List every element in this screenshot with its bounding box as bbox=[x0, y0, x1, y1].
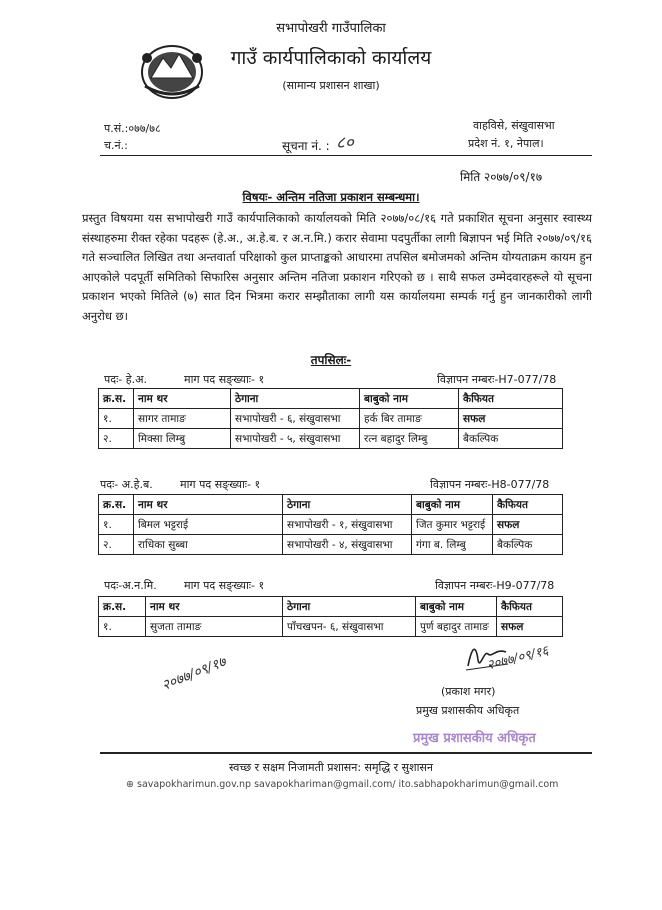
cell-address: पाँचखपन- ६, संखुवासभा bbox=[283, 617, 416, 637]
ad-number: विज्ञापन नम्बरः-H7-077/78 bbox=[437, 373, 557, 386]
globe-icon: ⊕ bbox=[126, 779, 134, 790]
col-name: नाम थर bbox=[146, 597, 283, 617]
office-place: वाहविसे, संखुवासभा bbox=[473, 119, 555, 132]
municipality-name: सभापोखरी गाउँपालिका bbox=[276, 21, 386, 36]
header-divider bbox=[100, 155, 592, 156]
table-row bbox=[99, 429, 563, 449]
notice-body: प्रस्तुत विषयमा यस सभापोखरी गाउँ कार्यपालिकाको कार्यालयको मिति २०७७/०८/१६ गते प्रकाशित सूचना अनुसार स्वास्थ्य संस्थाहरुमा रीक्त रहेका पदहरू (हे.अ., अ.हे.ब. र अ.न.मि.) करार सेवामा पदपुर्तीका लागी बिज्ञापन भई मिति २०७७/०९/१६ गते सञ्चालित लिखित तथा अन्तवार्ता परिक्षाको कुल प्राप्ताङ्कको आधारमा तपसिल बमोजमको अन्तिम योग्यताक्रम कायम हुन आएकोले पदपूर्ती समितिको सिफारिस अनुसार अन्तिम नतिजा प्रकाशन गरिएको छ । साथै सफल उम्मेदवारहरूले यो सूचना प्रकाशन भएको मितिले (७) सात दिन भित्रमा करार सम्झौताका लागी यस कार्यालयमा सम्पर्क गर्नु हुन जानकारीको लागी अनुरोध छ। bbox=[82, 211, 592, 323]
col-address: ठेगाना bbox=[231, 389, 360, 409]
cell-father: पुर्ण बहादुर तामाङ bbox=[416, 617, 497, 637]
issue-date: मिति २०७७/०९/१७ bbox=[460, 170, 543, 184]
col-address: ठेगाना bbox=[283, 495, 412, 515]
table-row bbox=[99, 617, 563, 637]
cell-remark: सफल bbox=[493, 515, 563, 535]
table-row bbox=[99, 535, 563, 555]
ps-number: प.सं.:०७७/७८ bbox=[104, 122, 161, 135]
cell-father: हर्क बिर तामाङ bbox=[360, 409, 459, 429]
footer-divider bbox=[100, 752, 592, 754]
col-name: नाम थर bbox=[134, 389, 231, 409]
cell-sn: २. bbox=[99, 535, 134, 555]
col-remark: कैफियत bbox=[497, 597, 563, 617]
cell-address: सभापोखरी - ४, संखुवासभा bbox=[283, 535, 412, 555]
notice-number: ८० bbox=[336, 133, 354, 153]
col-sn: क्र.स. bbox=[99, 597, 146, 617]
cell-address: सभापोखरी - ५, संखुवासभा bbox=[231, 429, 360, 449]
cell-remark: सफल bbox=[497, 617, 563, 637]
col-father: बाबुको नाम bbox=[412, 495, 493, 515]
demand-count: माग पद सङ्ख्याः- १ bbox=[180, 478, 261, 491]
cell-address: सभापोखरी - १, संखुवासभा bbox=[283, 515, 412, 535]
cell-father: जित कुमार भट्टराई bbox=[412, 515, 493, 535]
left-initial-signature: २०७७/०९/१७ bbox=[159, 653, 229, 695]
cell-sn: १. bbox=[99, 515, 134, 535]
signatory-name: (प्रकाश मगर) bbox=[441, 685, 496, 698]
table-header-row bbox=[99, 495, 563, 515]
result-table-ha bbox=[98, 388, 563, 449]
post-label: पदः-अ.न.मि. bbox=[104, 579, 157, 592]
cell-sn: १. bbox=[99, 409, 134, 429]
cell-remark: बैकल्पिक bbox=[459, 429, 563, 449]
tapsil-heading: तपसिलः- bbox=[310, 353, 352, 367]
col-father: बाबुको नाम bbox=[360, 389, 459, 409]
col-sn: क्र.स. bbox=[99, 495, 134, 515]
notice-label: सूचना नं. : bbox=[282, 139, 330, 153]
table-header-row bbox=[99, 597, 563, 617]
cell-sn: २. bbox=[99, 429, 134, 449]
demand-count: माग पद सङ्ख्याः- १ bbox=[184, 373, 265, 386]
cell-address: सभापोखरी - ६, संखुवासभा bbox=[231, 409, 360, 429]
cell-remark: बैकल्पिक bbox=[493, 535, 563, 555]
province: प्रदेश नं. १, नेपाल। bbox=[468, 137, 544, 150]
signatory-title: प्रमुख प्रशासकीय अधिकृत bbox=[416, 704, 520, 717]
col-sn: क्र.स. bbox=[99, 389, 134, 409]
cell-father: रत्न बहादुर लिम्बु bbox=[360, 429, 459, 449]
official-stamp: प्रमुख प्रशासकीय अधिकृत bbox=[413, 731, 536, 746]
cell-name: राधिका सुब्बा bbox=[134, 535, 283, 555]
demand-count: माग पद सङ्ख्याः- १ bbox=[184, 579, 265, 592]
col-address: ठेगाना bbox=[283, 597, 416, 617]
table-row bbox=[99, 515, 563, 535]
cell-remark: सफल bbox=[459, 409, 563, 429]
table-header-row bbox=[99, 389, 563, 409]
col-name: नाम थर bbox=[134, 495, 283, 515]
office-title: गाउँ कार्यपालिकाको कार्यालय bbox=[230, 47, 432, 69]
result-table-anm bbox=[98, 596, 563, 637]
cell-name: बिमल भट्टराई bbox=[134, 515, 283, 535]
cell-name: सुजता तामाङ bbox=[146, 617, 283, 637]
nepal-emblem-logo bbox=[137, 40, 207, 102]
result-table-aheb bbox=[98, 494, 563, 555]
col-remark: कैफियत bbox=[459, 389, 563, 409]
post-label: पदः- अ.हे.ब. bbox=[100, 478, 153, 491]
col-father: बाबुको नाम bbox=[416, 597, 497, 617]
cell-father: गंगा ब. लिम्बु bbox=[412, 535, 493, 555]
footer-motto: स्वच्छ र सक्षम निजामती प्रशासन: समृद्धि र सुशासन bbox=[229, 761, 433, 774]
sign-date: २०७७/०९/१६ bbox=[485, 643, 551, 674]
cell-name: मिक्सा लिम्बु bbox=[134, 429, 231, 449]
col-remark: कैफियत bbox=[493, 495, 563, 515]
footer-contact bbox=[126, 779, 558, 790]
table-row bbox=[99, 409, 563, 429]
ad-number: विज्ञापन नम्बरः-H9-077/78 bbox=[435, 579, 555, 592]
cell-name: सागर तामाङ bbox=[134, 409, 231, 429]
chalani-label: च.नं.: bbox=[104, 139, 128, 152]
section-name: (सामान्य प्रशासन शाखा) bbox=[282, 79, 380, 92]
ad-number: विज्ञापन नम्बरः-H8-077/78 bbox=[430, 478, 550, 491]
contact-text: savapokharimun.gov.np savapokhariman@gmail.com/ ito.sabhapokharimun@gmail.com bbox=[137, 779, 559, 790]
subject-line: विषयः- अन्तिम नतिजा प्रकाशन सम्बन्धमा। bbox=[242, 190, 420, 204]
post-label: पदः- हे.अ. bbox=[104, 373, 148, 386]
cell-sn: १. bbox=[99, 617, 146, 637]
